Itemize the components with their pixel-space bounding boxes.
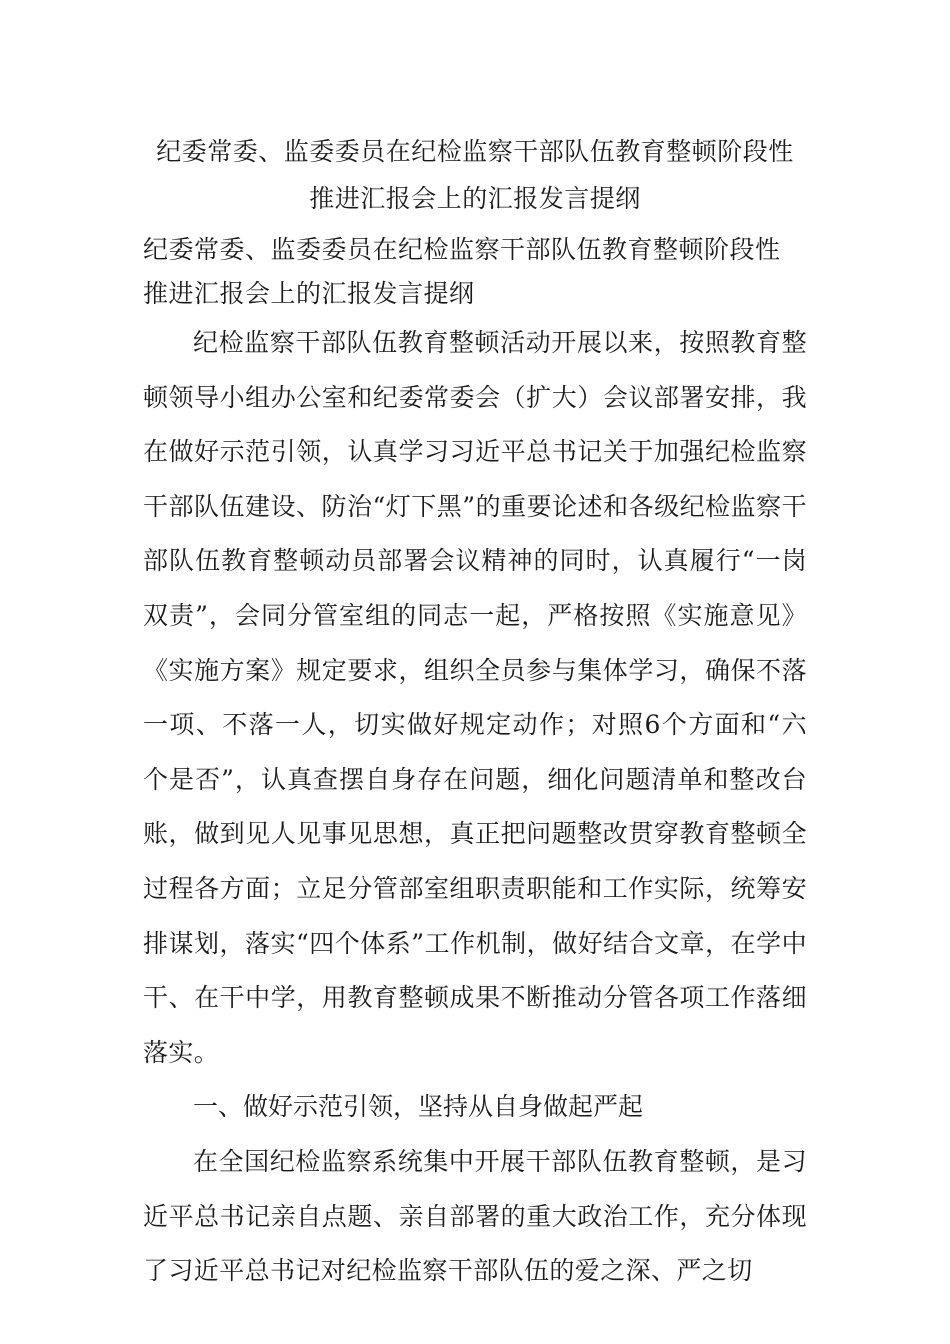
document-body xyxy=(143,228,807,1299)
section-heading: 一、做好示范引领，坚持从自身做起严起 xyxy=(193,1092,644,1122)
title-line-2: 推进汇报会上的汇报发言提纲 xyxy=(309,184,641,213)
section-paragraph: 在全国纪检监察系统集中开展干部队伍教育整顿，是习近平总书记亲自点题、亲自部署的重大政治工作，充分体现了习近平总书记对纪检监察干部队伍的爱之深、严之切 xyxy=(143,1146,807,1286)
repeated-title-line-2: 推进汇报会上的汇报发言提纲 xyxy=(143,279,475,308)
intro-paragraph: 纪检监察干部队伍教育整顿活动开展以来，按照教育整顿领导小组办公室和纪委常委会（扩大）会议部署安排，我在做好示范引领，认真学习习近平总书记关于加强纪检监察干部队伍建设、防治“灯下黑”的重要论述和各级纪检监察干部队伍教育整顿动员部署会议精神的同时，认真履行“一岗双责”，会同分管室组的同志一起，严格按照《实施意见》《实施方案》规定要求，组织全员参与集体学习，确保不落一项、不落一人，切实做好规定动作；对照6个方面和“六个是否”，认真查摆自身存在问题，细化问题清单和整改台账，做到见人见事见思想，真正把问题整改贯穿教育整顿全过程各方面；立足分管部室组职责职能和工作实际，统筹安排谋划，落实“四个体系”工作机制，做好结合文章，在学中干、在干中学，用教育整顿成果不断推动分管各项工作落细落实。 xyxy=(143,328,807,1067)
title-line-1: 纪委常委、监委委员在纪检监察干部队伍教育整顿阶段性 xyxy=(156,137,794,166)
document-title xyxy=(100,128,850,222)
repeated-title-line-1: 纪委常委、监委委员在纪检监察干部队伍教育整顿阶段性 xyxy=(143,235,781,264)
